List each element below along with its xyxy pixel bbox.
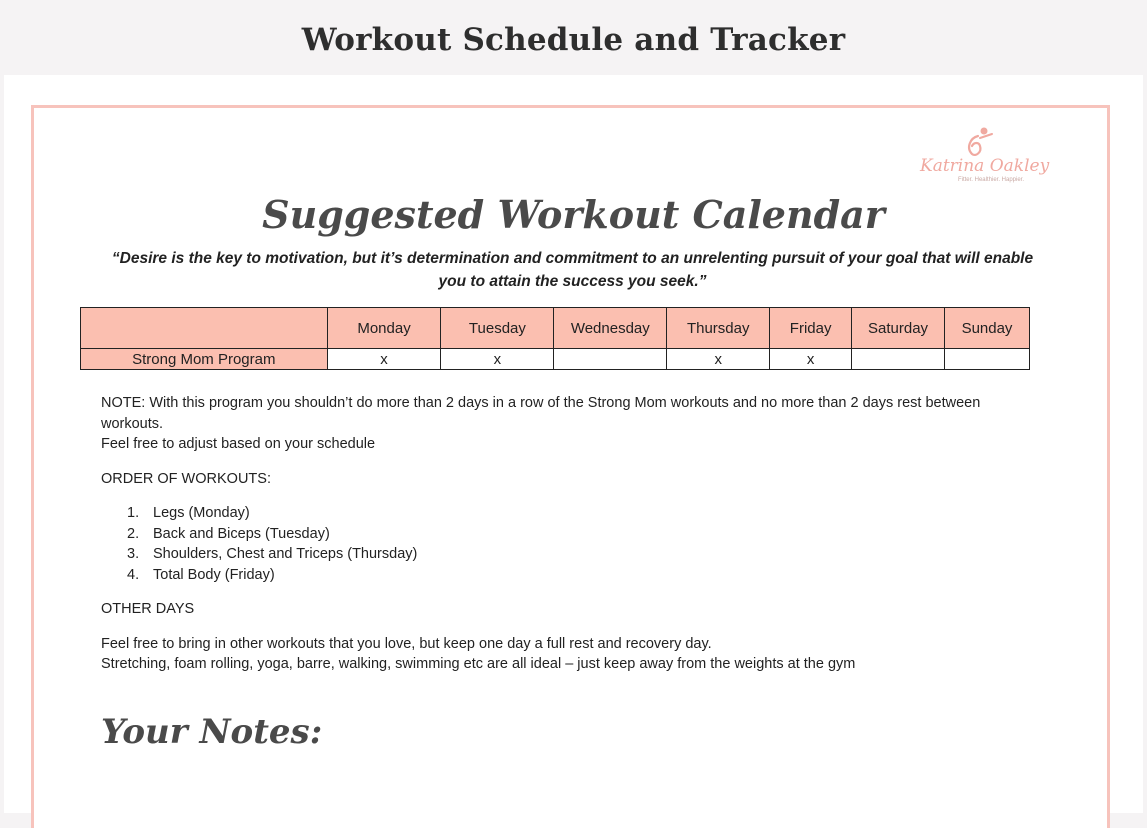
- your-notes-heading: Your Notes:: [101, 712, 323, 752]
- list-item: [101, 524, 1031, 545]
- notes-block: [101, 393, 1031, 675]
- cell-thursday: x: [667, 349, 770, 370]
- list-text: Shoulders, Chest and Triceps (Thursday): [153, 546, 418, 562]
- motivational-quote: “Desire is the key to motivation, but it’s determination and commitment to an unrelenting pursuit of your goal that will enable you to attain the success you seek.”: [111, 250, 1034, 290]
- column-header-monday: Monday: [327, 308, 441, 349]
- document-title: Suggested Workout Calendar: [262, 192, 885, 237]
- other-days-line-1: Feel free to bring in other workouts that you love, but keep one day a full rest and recovery day.: [101, 635, 712, 652]
- adjust-note: Feel free to adjust based on your schedule: [101, 436, 376, 452]
- logo-name: Katrina Oakley: [920, 156, 1050, 176]
- list-number: 4.: [127, 566, 140, 583]
- list-item: [101, 503, 1031, 524]
- list-text: Back and Biceps (Tuesday): [153, 525, 330, 542]
- page-header: [0, 0, 1147, 75]
- row-label: Strong Mom Program: [81, 349, 328, 370]
- cell-wednesday: [554, 349, 667, 370]
- table-row: [81, 349, 1030, 370]
- cell-saturday: [852, 349, 945, 370]
- column-header-wednesday: Wednesday: [554, 308, 667, 349]
- cell-monday: x: [327, 349, 441, 370]
- column-header-blank: [81, 308, 328, 349]
- other-days-line-2: Stretching, foam rolling, yoga, barre, walking, swimming etc are all ideal – just keep away from the weights at the gym: [101, 656, 856, 672]
- workout-schedule-table: [80, 307, 1030, 370]
- brand-logo: [920, 126, 1050, 188]
- program-note: NOTE: With this program you shouldn’t do more than 2 days in a row of the Strong Mom workouts and no more than 2 days rest between workouts.: [101, 395, 981, 432]
- list-number: 3.: [127, 546, 140, 562]
- list-number: 1.: [127, 505, 140, 521]
- list-text: Legs (Monday): [153, 505, 250, 521]
- other-days-heading: OTHER DAYS: [101, 601, 195, 617]
- column-header-friday: Friday: [770, 308, 852, 349]
- column-header-saturday: Saturday: [852, 308, 945, 349]
- cell-tuesday: x: [441, 349, 554, 370]
- column-header-thursday: Thursday: [667, 308, 770, 349]
- order-list: [101, 503, 1031, 585]
- column-header-tuesday: Tuesday: [441, 308, 554, 349]
- page-title: Workout Schedule and Tracker: [301, 22, 846, 58]
- cell-sunday: [945, 349, 1030, 370]
- list-text: Total Body (Friday): [153, 566, 275, 583]
- column-header-sunday: Sunday: [945, 308, 1030, 349]
- table-header-row: [81, 308, 1030, 349]
- order-heading: ORDER OF WORKOUTS:: [101, 470, 271, 487]
- list-item: [101, 544, 1031, 565]
- list-number: 2.: [127, 525, 140, 542]
- cell-friday: x: [770, 349, 852, 370]
- list-item: [101, 565, 1031, 586]
- logo-figure-icon: [958, 126, 998, 160]
- logo-tagline: Fitter. Healthier. Happier.: [957, 177, 1025, 183]
